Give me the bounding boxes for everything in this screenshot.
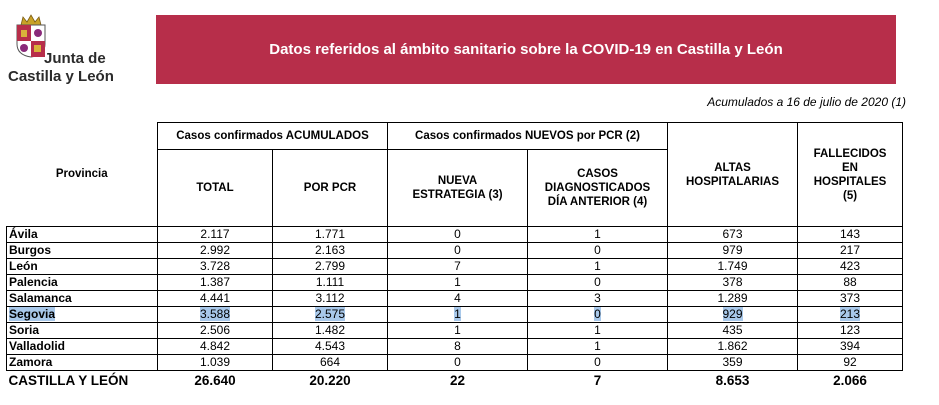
cell-dia_anterior: 0 <box>528 243 668 259</box>
cell-pcr: 1.482 <box>273 323 388 339</box>
cell-total: 2.117 <box>158 227 273 243</box>
cell-altas: 979 <box>668 243 798 259</box>
cell-fallecidos: 88 <box>798 275 903 291</box>
cell-altas: 1.749 <box>668 259 798 275</box>
cell-provincia: Palencia <box>7 275 158 291</box>
cell-provincia: Burgos <box>7 243 158 259</box>
cell-nueva: 1 <box>388 323 528 339</box>
cell-dia_anterior: 0 <box>528 275 668 291</box>
cell-altas: 1.862 <box>668 339 798 355</box>
cell-provincia: Ávila <box>7 227 158 243</box>
header-nueva-estrategia: NUEVA ESTRATEGIA (3) <box>388 150 528 227</box>
header-group-nuevos: Casos confirmados NUEVOS por PCR (2) <box>388 123 668 150</box>
cell-dia_anterior: 0 <box>528 355 668 371</box>
cell-fallecidos: 373 <box>798 291 903 307</box>
logo-text-line2: Castilla y León <box>8 68 114 85</box>
header-por-pcr: POR PCR <box>273 150 388 227</box>
cell-dia_anterior: 1 <box>528 339 668 355</box>
cell-fallecidos: 143 <box>798 227 903 243</box>
cell-pcr: 664 <box>273 355 388 371</box>
cell-altas: 378 <box>668 275 798 291</box>
table-row <box>7 275 903 291</box>
cell-nueva: 1 <box>388 307 528 323</box>
date-note: Acumulados a 16 de julio de 2020 (1) <box>707 95 906 109</box>
table-row <box>7 339 903 355</box>
title-banner <box>156 15 896 84</box>
banner-title: Datos referidos al ámbito sanitario sobre la COVID-19 en Castilla y León <box>269 41 783 58</box>
cell-fallecidos: 123 <box>798 323 903 339</box>
total-cell-provincia: CASTILLA Y LEÓN <box>8 373 129 388</box>
header-casos-dia-anterior: CASOS DIAGNOSTICADOS DÍA ANTERIOR (4) <box>528 150 668 227</box>
cell-nueva: 4 <box>388 291 528 307</box>
cell-pcr: 3.112 <box>273 291 388 307</box>
cell-pcr: 2.163 <box>273 243 388 259</box>
cell-pcr: 2.799 <box>273 259 388 275</box>
cell-altas: 435 <box>668 323 798 339</box>
cell-nueva: 0 <box>388 227 528 243</box>
cell-provincia: Segovia <box>7 307 158 323</box>
cell-pcr: 1.771 <box>273 227 388 243</box>
cell-nueva: 0 <box>388 243 528 259</box>
cell-altas: 929 <box>668 307 798 323</box>
cell-dia_anterior: 3 <box>528 291 668 307</box>
totals-row <box>7 371 903 392</box>
total-cell-nueva: 22 <box>450 373 466 388</box>
cell-fallecidos: 92 <box>798 355 903 371</box>
header-provincia: Provincia <box>7 123 158 227</box>
cell-fallecidos: 217 <box>798 243 903 259</box>
cell-nueva: 8 <box>388 339 528 355</box>
cell-total: 2.506 <box>158 323 273 339</box>
table-row <box>7 355 903 371</box>
header-total: TOTAL <box>158 150 273 227</box>
total-cell-fallecidos: 2.066 <box>833 373 867 388</box>
cell-fallecidos: 213 <box>798 307 903 323</box>
cell-total: 2.992 <box>158 243 273 259</box>
cell-total: 1.039 <box>158 355 273 371</box>
cell-pcr: 1.111 <box>273 275 388 291</box>
cell-provincia: Zamora <box>7 355 158 371</box>
cell-provincia: Soria <box>7 323 158 339</box>
cell-altas: 359 <box>668 355 798 371</box>
cell-total: 4.441 <box>158 291 273 307</box>
cell-nueva: 0 <box>388 355 528 371</box>
total-cell-altas: 8.653 <box>715 373 750 388</box>
cell-fallecidos: 394 <box>798 339 903 355</box>
header-fallecidos: FALLECIDOS EN HOSPITALES (5) <box>798 123 903 227</box>
cell-pcr: 4.543 <box>273 339 388 355</box>
cell-dia_anterior: 1 <box>528 259 668 275</box>
table-row <box>7 307 903 323</box>
table-row <box>7 243 903 259</box>
cell-dia_anterior: 1 <box>528 227 668 243</box>
cell-altas: 1.289 <box>668 291 798 307</box>
cell-provincia: Salamanca <box>7 291 158 307</box>
total-cell-dia_anterior: 7 <box>593 373 602 388</box>
junta-logo <box>6 10 146 88</box>
cell-altas: 673 <box>668 227 798 243</box>
table-row <box>7 291 903 307</box>
logo-text-line1: Junta de <box>44 50 106 67</box>
cell-total: 3.588 <box>158 307 273 323</box>
total-cell-pcr: 20.220 <box>309 373 351 388</box>
table-row <box>7 227 903 243</box>
cell-nueva: 7 <box>388 259 528 275</box>
table-row <box>7 323 903 339</box>
cell-dia_anterior: 0 <box>528 307 668 323</box>
covid-data-table <box>6 122 903 391</box>
cell-nueva: 1 <box>388 275 528 291</box>
cell-provincia: Valladolid <box>7 339 158 355</box>
table-row <box>7 259 903 275</box>
cell-provincia: León <box>7 259 158 275</box>
header-group-acumulados: Casos confirmados ACUMULADOS <box>158 123 388 150</box>
cell-total: 4.842 <box>158 339 273 355</box>
cell-total: 1.387 <box>158 275 273 291</box>
cell-total: 3.728 <box>158 259 273 275</box>
header-altas: ALTAS HOSPITALARIAS <box>668 123 798 227</box>
cell-fallecidos: 423 <box>798 259 903 275</box>
coat-of-arms-icon <box>16 24 46 58</box>
cell-pcr: 2.575 <box>273 307 388 323</box>
cell-dia_anterior: 1 <box>528 323 668 339</box>
total-cell-total: 26.640 <box>194 373 236 388</box>
